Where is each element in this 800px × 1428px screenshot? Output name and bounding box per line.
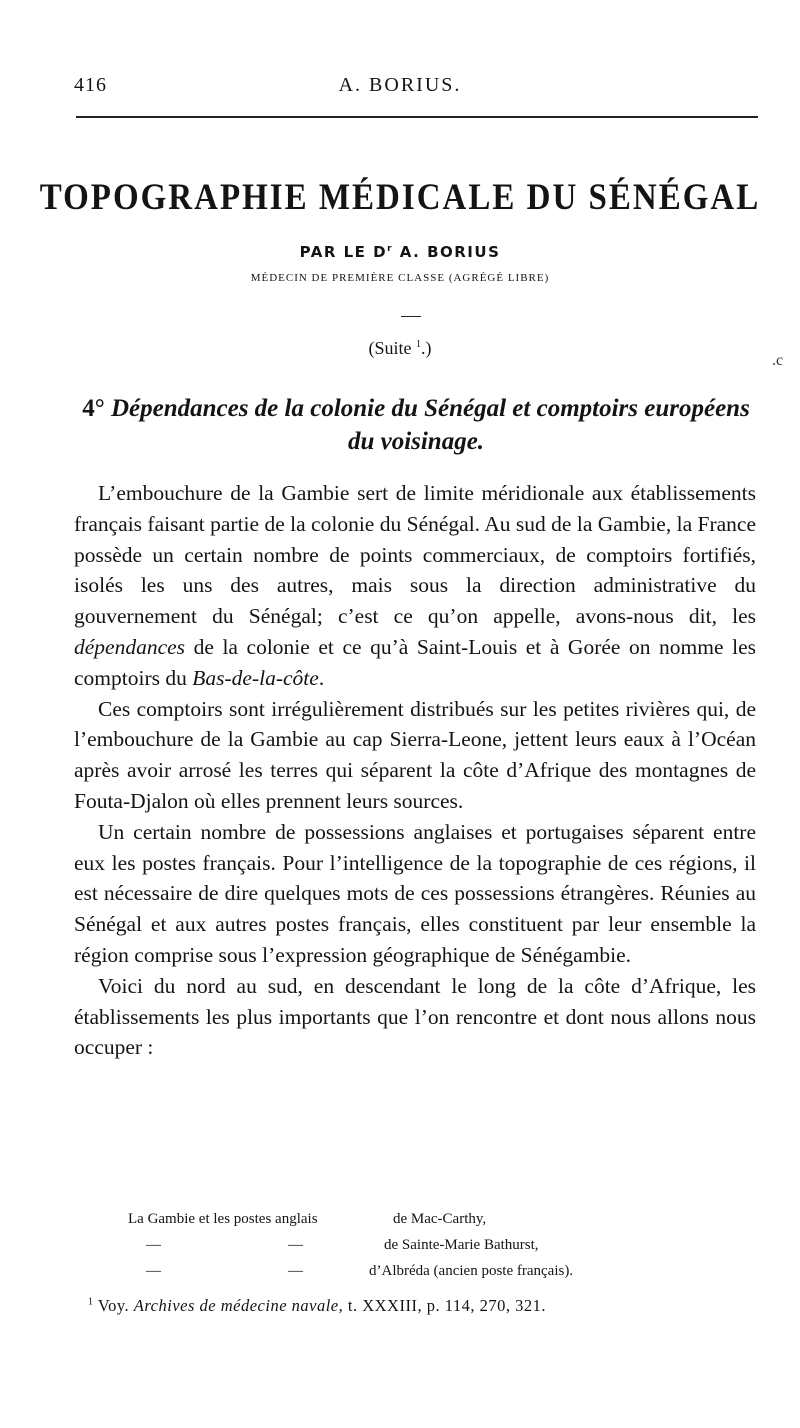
ditto-mark: — [146,1263,161,1279]
list-item-left: La Gambie et les postes anglais [128,1211,318,1227]
paragraph-2: Ces comptoirs sont irrégulièrement distribués sur les petites rivières qui, de l’embouchure de la Gambie au cap Sierra-Leone, jettent leurs eaux à l’Océan après avoir arrosé les terres qui séparent la côte d’Afrique des montagnes de Fouta-Djalon où elles prennent leurs sources. [74,696,756,813]
list-item-right: d’Albréda (ancien poste français). [369,1263,574,1279]
paragraph-3: Un certain nombre de possessions anglaises et portugaises séparent entre eux les postes français. Pour l’intelligence de la topographie de ces régions, il est nécessaire de dire quelques mots de ces possessions étrangères. Réunies au Sénégal et aux autres postes français, elles constituent par leur ensemble la région comprise sous l’expression géographique de Sénégambie. [74,819,756,967]
p1-text-c: . [318,665,325,690]
list-item [128,1232,688,1258]
list-item-right: de Mac-Carthy, [393,1211,487,1227]
settlement-list [128,1206,688,1284]
byline-prefix: PAR LE D [299,243,388,261]
footnote-prefix: Voy. [93,1296,134,1315]
suite-close: .) [421,338,432,358]
page-number: 416 [74,74,107,96]
list-item [128,1258,688,1284]
footnote-mark: 1 [88,1296,94,1308]
footnote-ref: 1 [416,339,421,350]
author-rank: MÉDECIN DE PREMIÈRE CLASSE (AGRÉGÉ LIBRE) [250,272,550,284]
suite-note [0,338,800,359]
p1-text-b: de la colonie et ce qu’à Saint-Louis et à Gorée on nomme les comptoirs du [74,634,756,690]
list-item [128,1206,688,1232]
p1-italic-dependances: dépendances [74,634,186,659]
list-item-right: de Sainte-Marie Bathurst, [384,1237,539,1253]
body-text [74,478,756,1063]
p1-italic-bas-de-la-cote: Bas-de-la-côte [192,665,319,690]
p1-text-a: L’embouchure de la Gambie sert de limite méridionale aux établissements français faisant partie de la colonie du Sénégal. Au sud de la Gambie, la France possède un certain nombre de points commerciaux, de comptoirs fortifiés, isolés les uns des autres, mais sous la direction administrative du gouvernement du Sénégal; c’est ce qu’on appelle, avons-nous dit, les [74,481,756,629]
ditto-mark: — [288,1237,303,1253]
footnote-ref-text: , t. XXXIII, p. 114, 270, 321. [338,1296,546,1315]
section-heading [70,392,762,458]
byline [0,243,800,261]
byline-superscript: r [387,244,394,254]
paragraph-1 [74,478,756,694]
suite-text: (Suite [368,338,416,358]
article-title: TOPOGRAPHIE MÉDICALE DU SÉNÉGAL [39,177,761,219]
section-number: 4° [82,395,105,422]
footnote-journal: Archives de médecine navale [133,1296,339,1315]
running-head: A. BORIUS. [338,74,462,96]
ditto-mark: — [146,1237,161,1253]
header-rule [76,116,758,118]
margin-mark: .c [772,352,784,369]
section-heading-text: Dépendances de la colonie du Sénégal et comptoirs européens du voisinage. [104,395,750,455]
ditto-mark: — [288,1263,303,1279]
separator-dash [401,316,421,317]
footnote [88,1296,546,1316]
author-name: A. BORIUS [393,243,501,261]
paragraph-4: Voici du nord au sud, en descendant le long de la côte d’Afrique, les établissements les plus importants que l’on rencontre et dont nous allons nous occuper : [74,973,756,1060]
